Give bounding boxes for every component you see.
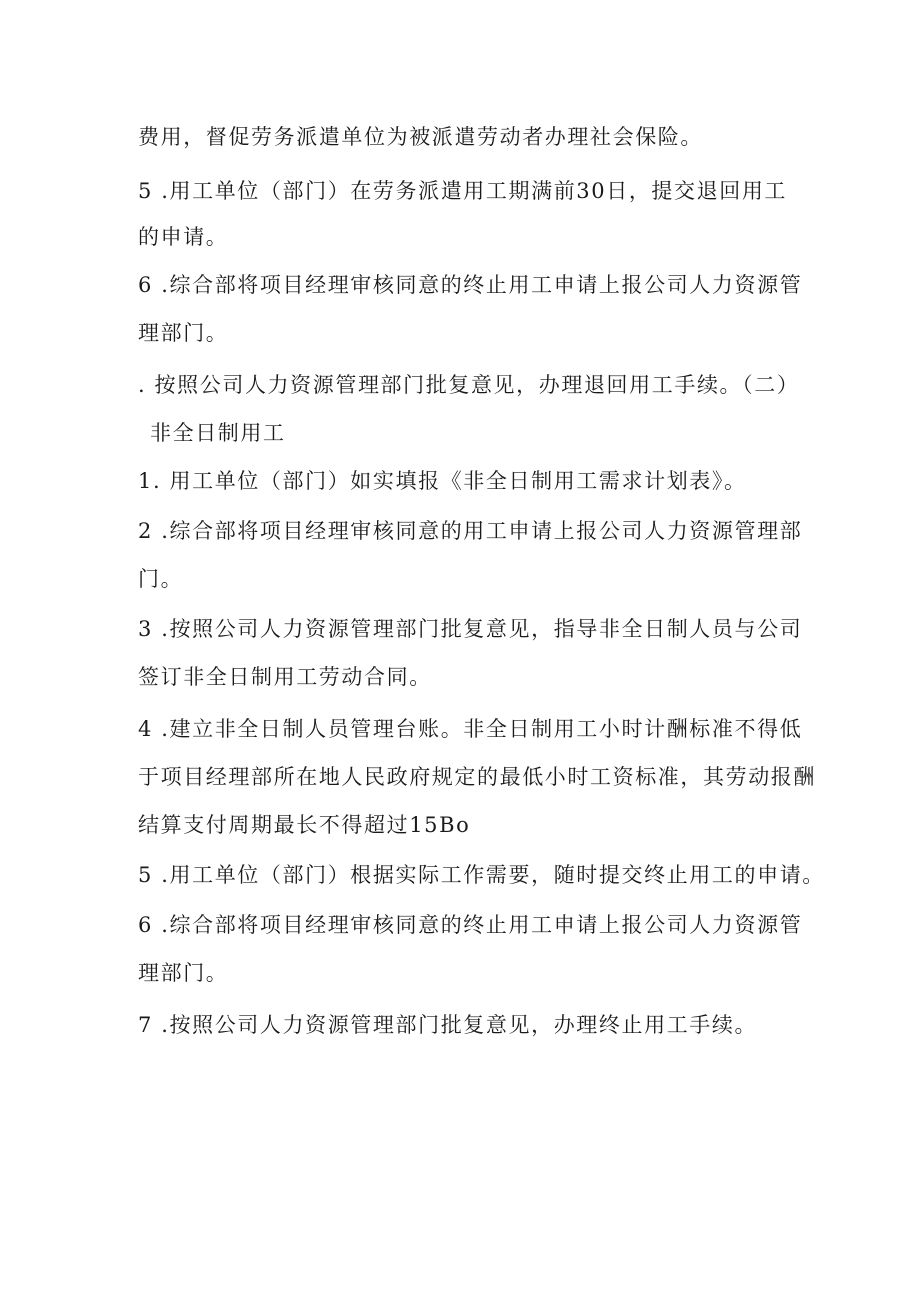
text-line: 5 .用工单位（部门）在劳务派遣用工期满前30日，提交退回用工 [138,179,788,203]
text-line: . 按照公司人力资源管理部门批复意见，办理退回用工手续。（二） [138,373,800,397]
text-line: 5 .用工单位（部门）根据实际工作需要，随时提交终止用工的申请。 [138,863,825,887]
text-line: 的申请。 [138,225,229,249]
text-line: 门。 [138,567,184,591]
text-line: 于项目经理部所在地人民政府规定的最低小时工资标准，其劳动报酬 [138,765,816,789]
text-line: 3 .按照公司人力资源管理部门批复意见，指导非全日制人员与公司 [138,617,803,641]
text-line: 签订非全日制用工劳动合同。 [138,665,432,689]
section-heading: 非全日制用工 [150,421,286,445]
text-line: 结算支付周期最长不得超过15Bo [138,813,471,837]
text-line: 费用，督促劳务派遣单位为被派遣劳动者办理社会保险。 [138,125,703,149]
text-line: 2 .综合部将项目经理审核同意的用工申请上报公司人力资源管理部 [138,519,803,543]
text-line: 理部门。 [138,961,229,985]
text-line: 6 .综合部将项目经理审核同意的终止用工申请上报公司人力资源管 [138,913,803,937]
text-line: 理部门。 [138,321,229,345]
text-line: 7 .按照公司人力资源管理部门批复意见，办理终止用工手续。 [138,1013,758,1037]
text-line: 6 .综合部将项目经理审核同意的终止用工申请上报公司人力资源管 [138,273,803,297]
text-line: 1. 用工单位（部门）如实填报《非全日制用工需求计划表》。 [138,469,747,493]
text-line: 4 .建立非全日制人员管理台账。非全日制用工小时计酬标准不得低 [138,717,803,741]
